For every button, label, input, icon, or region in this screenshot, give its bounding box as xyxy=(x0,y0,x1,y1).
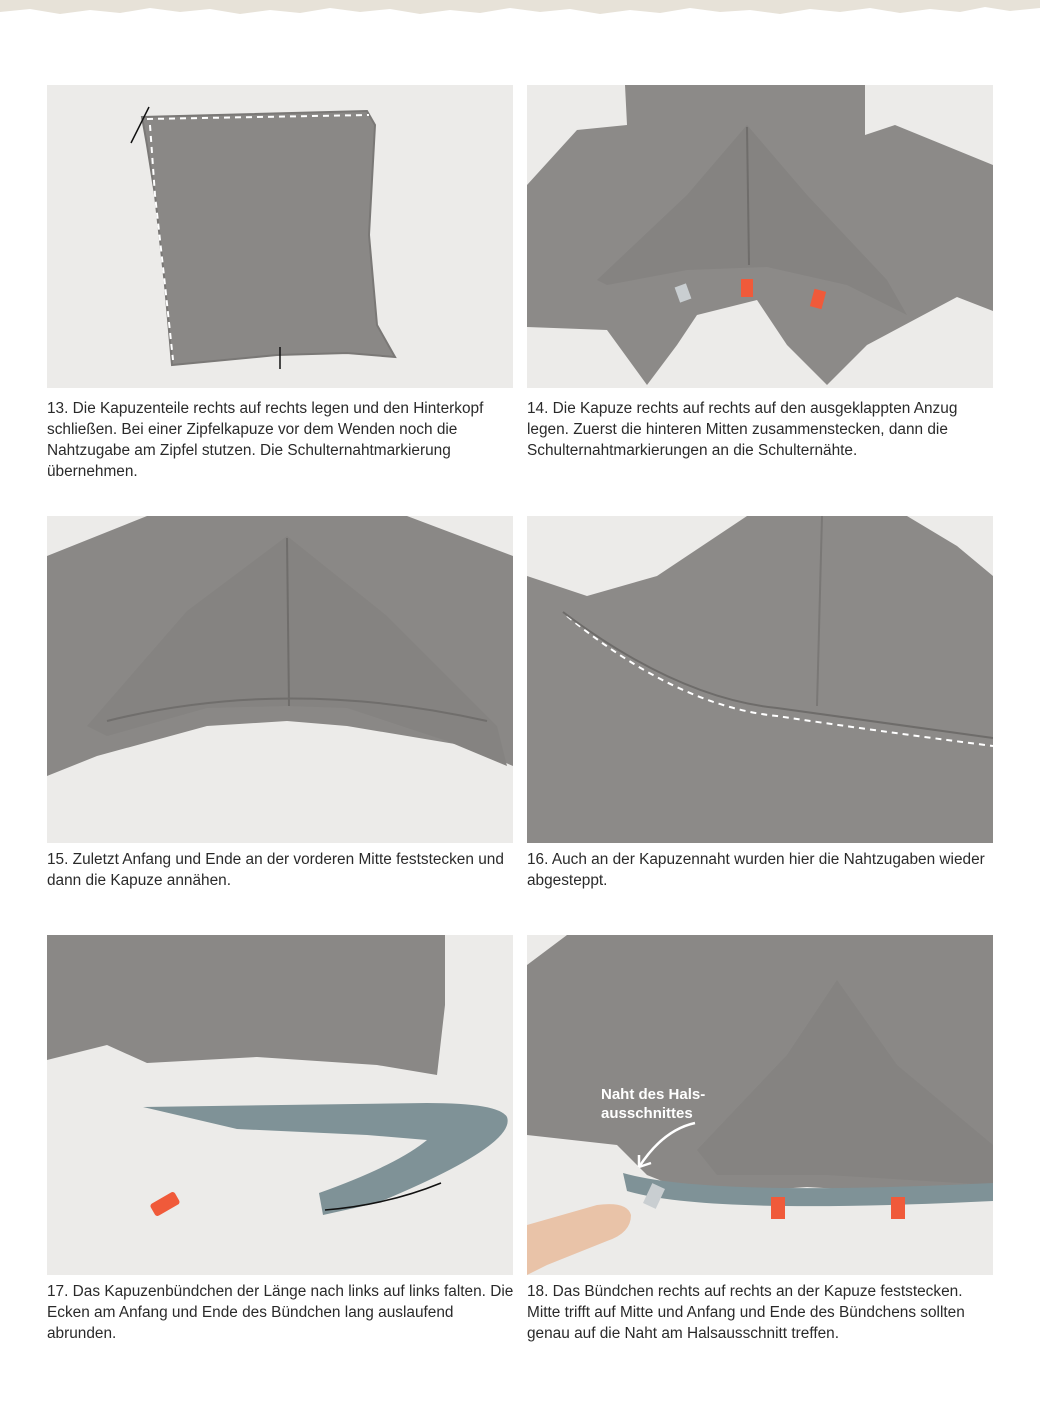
hood-seam-topstitched-photo xyxy=(527,516,993,843)
torn-paper-edge xyxy=(0,0,1040,22)
step-18-caption: 18. Das Bündchen rechts auf rechts an der Kapuze feststecken. Mitte trifft auf Mitte und Anfang und Ende des Bündchens sollten genau auf die Naht am Halsausschnitt treffen. xyxy=(527,1283,965,1342)
cuff-pinned-to-hood-photo xyxy=(527,935,993,1275)
step-16-caption: 16. Auch an der Kapuzennaht wurden hier die Nahtzugaben wieder abgesteppt. xyxy=(527,851,985,889)
step-13 xyxy=(47,85,513,485)
step-18 xyxy=(527,935,993,1355)
step-17 xyxy=(47,935,513,1355)
neckline-seam-annotation xyxy=(601,1085,705,1123)
step-14 xyxy=(527,85,993,485)
step-15-caption: 15. Zuletzt Anfang und Ende an der vorderen Mitte feststecken und dann die Kapuze annähen. xyxy=(47,851,504,889)
hood-cuff-band-photo xyxy=(47,935,513,1275)
step-16 xyxy=(527,516,993,896)
step-14-caption: 14. Die Kapuze rechts auf rechts auf den ausgeklappten Anzug legen. Zuerst die hinteren Mitten zusammenstecken, dann die Schulternahtmarkierungen an die Schulternähte. xyxy=(527,400,958,459)
step-15 xyxy=(47,516,513,896)
hood-sewn-on-photo xyxy=(47,516,513,843)
hood-piece-back-seam-photo xyxy=(47,85,513,388)
hood-pinned-to-suit-photo xyxy=(527,85,993,388)
annotation-line-1: Naht des Hals- xyxy=(601,1086,706,1103)
step-17-caption: 17. Das Kapuzenbündchen der Länge nach links auf links falten. Die Ecken am Anfang und Ende des Bündchen lang auslaufend abrunden. xyxy=(47,1283,514,1342)
step-13-caption: 13. Die Kapuzenteile rechts auf rechts legen und den Hinterkopf schließen. Bei einer Zipfelkapuze vor dem Wenden noch die Nahtzugabe am Zipfel stutzen. Die Schulternahtmarkierung übernehmen. xyxy=(47,400,484,480)
annotation-line-2: ausschnittes xyxy=(601,1105,693,1122)
